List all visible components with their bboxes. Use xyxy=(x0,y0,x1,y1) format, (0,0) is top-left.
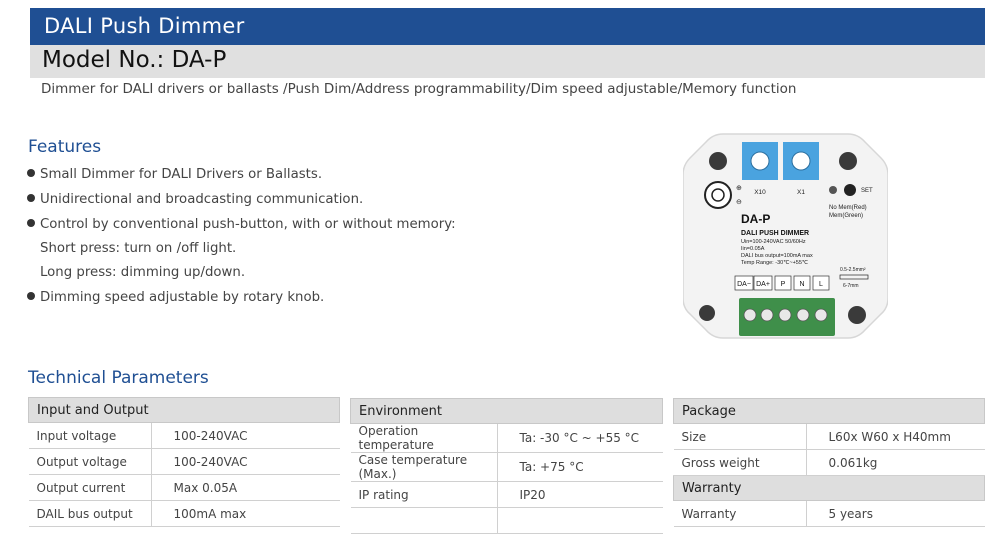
row-value: 5 years xyxy=(806,501,985,527)
mem-label: Mem(Green) xyxy=(829,213,864,219)
row-value: Ta: -30 °C ~ +55 °C xyxy=(497,424,663,453)
row-value: IP20 xyxy=(497,482,663,508)
wire-spec: 6-7mm xyxy=(843,283,859,289)
table-row xyxy=(351,453,663,482)
device-spec: DALI bus output=100mA max xyxy=(741,253,813,259)
table-row xyxy=(29,475,340,501)
table-header: Package xyxy=(674,399,985,424)
row-label: Case temperature (Max.) xyxy=(351,453,498,482)
device-spec: Temp Range: -30℃~+55℃ xyxy=(741,260,809,266)
table-header: Input and Output xyxy=(29,398,340,423)
dial-label: X10 xyxy=(754,189,766,196)
row-label: Gross weight xyxy=(674,450,807,476)
feature-item: Small Dimmer for DALI Drivers or Ballasts. xyxy=(27,166,627,184)
title-bar xyxy=(30,8,985,45)
model-bar xyxy=(30,45,985,78)
technical-heading: Technical Parameters xyxy=(28,368,209,388)
product-subtitle: Dimmer for DALI drivers or ballasts /Push Dim/Address programmability/Dim speed adjustable/Memory function xyxy=(41,81,797,97)
bullet-icon xyxy=(27,219,35,227)
terminal-label: P xyxy=(780,281,786,288)
row-label: Operation temperature xyxy=(351,424,498,453)
row-label: DAIL bus output xyxy=(29,501,152,527)
screw-hole-icon xyxy=(709,152,727,170)
dial-label: X1 xyxy=(797,189,805,196)
device-spec: Uin=100-240VAC 50/60Hz xyxy=(741,239,806,245)
terminal-label: N xyxy=(799,281,805,288)
device-image xyxy=(683,128,888,340)
input-output-table xyxy=(28,397,340,527)
feature-item: Control by conventional push-button, with or without memory: Short press: turn on /off light. Long press: dimming up/down. xyxy=(27,216,627,282)
bullet-icon xyxy=(27,194,35,202)
wire-spec: 0.5-2.5mm² xyxy=(840,267,866,273)
set-label: SET xyxy=(861,188,873,194)
table-row xyxy=(29,501,340,527)
device-name: DALI PUSH DIMMER xyxy=(741,230,810,237)
row-value: L60x W60 x H40mm xyxy=(806,424,985,450)
terminal-labels xyxy=(735,276,829,290)
screw-hole-icon xyxy=(848,306,866,324)
row-value: 100mA max xyxy=(151,501,340,527)
mem-label: No Mem(Red) xyxy=(829,205,867,211)
device-spec: Iin=0.05A xyxy=(741,246,765,252)
row-value: 0.061kg xyxy=(806,450,985,476)
table-row xyxy=(351,424,663,453)
row-label: Output current xyxy=(29,475,152,501)
feature-item: Dimming speed adjustable by rotary knob. xyxy=(27,289,627,307)
table-row xyxy=(29,449,340,475)
features-heading: Features xyxy=(28,137,102,157)
table-row xyxy=(29,423,340,449)
table-row xyxy=(351,482,663,508)
feature-subitem: Short press: turn on /off light. xyxy=(40,241,237,256)
device-model: DA-P xyxy=(741,212,771,226)
row-label: Size xyxy=(674,424,807,450)
row-value: 100-240VAC xyxy=(151,449,340,475)
svg-text:⊖: ⊖ xyxy=(736,199,742,206)
terminal-label: L xyxy=(819,281,823,288)
row-label xyxy=(351,508,498,534)
terminal-label: DA+ xyxy=(756,281,770,288)
environment-table xyxy=(350,398,663,534)
bullet-icon xyxy=(27,292,35,300)
row-label: IP rating xyxy=(351,482,498,508)
row-value xyxy=(497,508,663,534)
set-button-icon xyxy=(844,184,856,196)
svg-text:⊕: ⊕ xyxy=(736,185,742,192)
table-row xyxy=(674,424,985,450)
row-label: Input voltage xyxy=(29,423,152,449)
package-table xyxy=(673,398,985,527)
model-number: Model No.: DA-P xyxy=(42,47,227,73)
screw-hole-icon xyxy=(839,152,857,170)
table-row xyxy=(674,450,985,476)
row-value: Max 0.05A xyxy=(151,475,340,501)
table-row xyxy=(351,508,663,534)
row-value: 100-240VAC xyxy=(151,423,340,449)
table-row xyxy=(674,501,985,527)
feature-item: Unidirectional and broadcasting communication. xyxy=(27,191,627,209)
row-label: Warranty xyxy=(674,501,807,527)
terminal-label: DA− xyxy=(737,281,751,288)
features-list xyxy=(27,166,627,314)
screw-hole-icon xyxy=(699,305,715,321)
bullet-icon xyxy=(27,169,35,177)
row-value: Ta: +75 °C xyxy=(497,453,663,482)
led-icon xyxy=(829,186,837,194)
row-label: Output voltage xyxy=(29,449,152,475)
table-header: Environment xyxy=(351,399,663,424)
feature-subitem: Long press: dimming up/down. xyxy=(40,265,246,280)
table-header: Warranty xyxy=(674,476,985,501)
page-title: DALI Push Dimmer xyxy=(44,14,245,38)
